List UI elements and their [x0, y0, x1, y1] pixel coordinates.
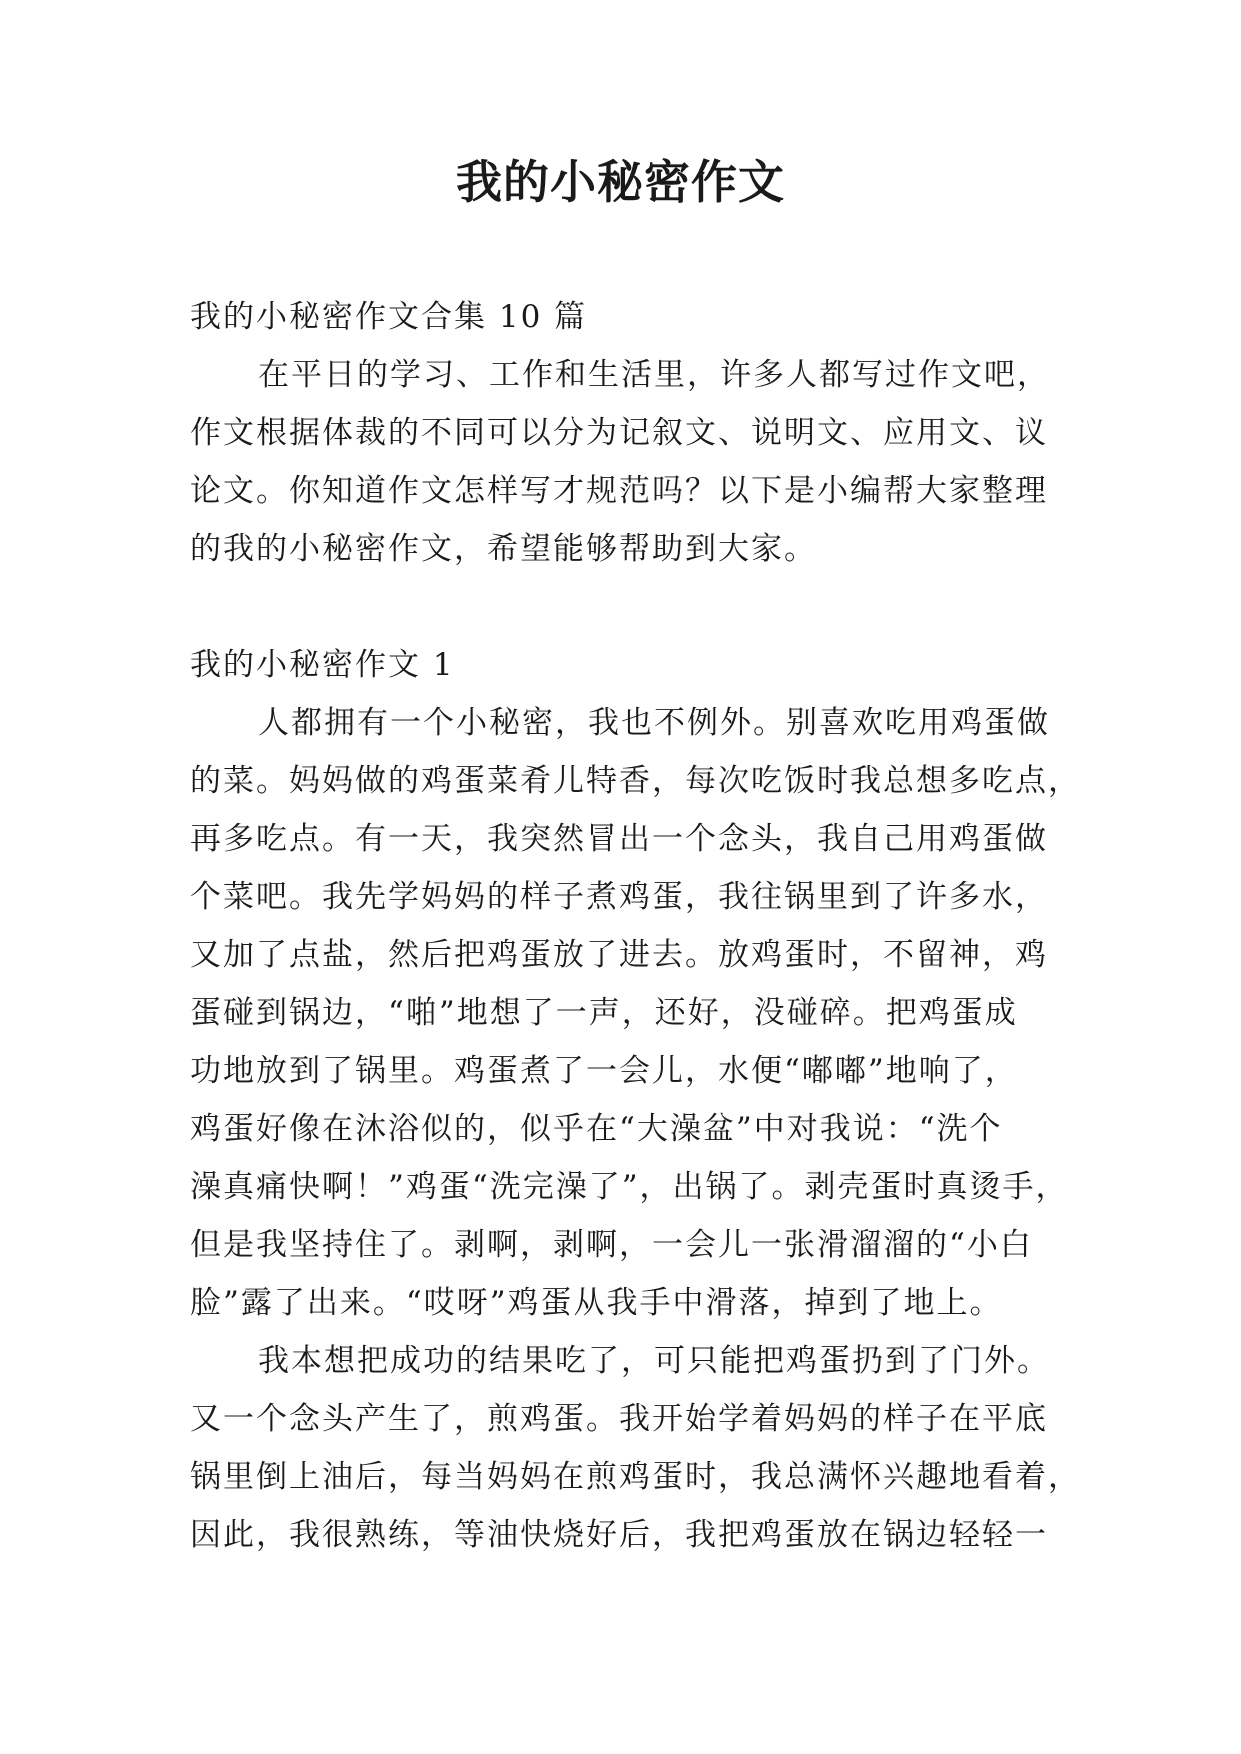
collection-heading: 我的小秘密作文合集 10 篇 [190, 299, 588, 335]
paragraph-line: 又一个念头产生了，煎鸡蛋。我开始学着妈妈的样子在平底 [190, 1401, 1048, 1437]
paragraph-line: 鸡蛋好像在沐浴似的，似乎在“大澡盆”中对我说：“洗个 [190, 1111, 1003, 1147]
paragraph-line: 个菜吧。我先学妈妈的样子煮鸡蛋，我往锅里到了许多水， [190, 879, 1048, 915]
document-title: 我的小秘密作文 [456, 155, 785, 209]
section-heading: 我的小秘密作文 1 [190, 647, 455, 683]
intro-line: 论文。你知道作文怎样写才规范吗？以下是小编帮大家整理 [190, 473, 1048, 509]
paragraph-line: 功地放到了锅里。鸡蛋煮了一会儿，水便“嘟嘟”地响了， [190, 1053, 1018, 1089]
document-body [190, 288, 1081, 1564]
paragraph-line: 澡真痛快啊！”鸡蛋“洗完澡了”，出锅了。剥壳蛋时真烫手， [190, 1169, 1069, 1205]
paragraph-line: 蛋碰到锅边，“啪”地想了一声，还好，没碰碎。把鸡蛋成 [190, 995, 1018, 1031]
paragraph-line: 脸”露了出来。“哎呀”鸡蛋从我手中滑落，掉到了地上。 [190, 1285, 1003, 1321]
intro-line: 作文根据体裁的不同可以分为记叙文、说明文、应用文、议 [190, 415, 1048, 451]
paragraph-line: 再多吃点。有一天，我突然冒出一个念头，我自己用鸡蛋做 [190, 821, 1048, 857]
paragraph-spacer [190, 578, 1060, 636]
intro-line: 的我的小秘密作文，希望能够帮助到大家。 [190, 531, 817, 567]
paragraph-line: 锅里倒上油后，每当妈妈在煎鸡蛋时，我总满怀兴趣地看着， [190, 1459, 1081, 1495]
paragraph-line: 的菜。妈妈做的鸡蛋菜肴儿特香，每次吃饭时我总想多吃点， [190, 763, 1081, 799]
intro-line: 在平日的学习、工作和生活里，许多人都写过作文吧， [258, 357, 1050, 393]
paragraph-line: 我本想把成功的结果吃了，可只能把鸡蛋扔到了门外。 [258, 1343, 1050, 1379]
paragraph-line: 但是我坚持住了。剥啊，剥啊，一会儿一张滑溜溜的“小白 [190, 1227, 1033, 1263]
paragraph-line: 又加了点盐，然后把鸡蛋放了进去。放鸡蛋时，不留神，鸡 [190, 937, 1048, 973]
paragraph-line: 人都拥有一个小秘密，我也不例外。别喜欢吃用鸡蛋做 [258, 705, 1050, 741]
paragraph-line: 因此，我很熟练，等油快烧好后，我把鸡蛋放在锅边轻轻一 [190, 1517, 1048, 1553]
